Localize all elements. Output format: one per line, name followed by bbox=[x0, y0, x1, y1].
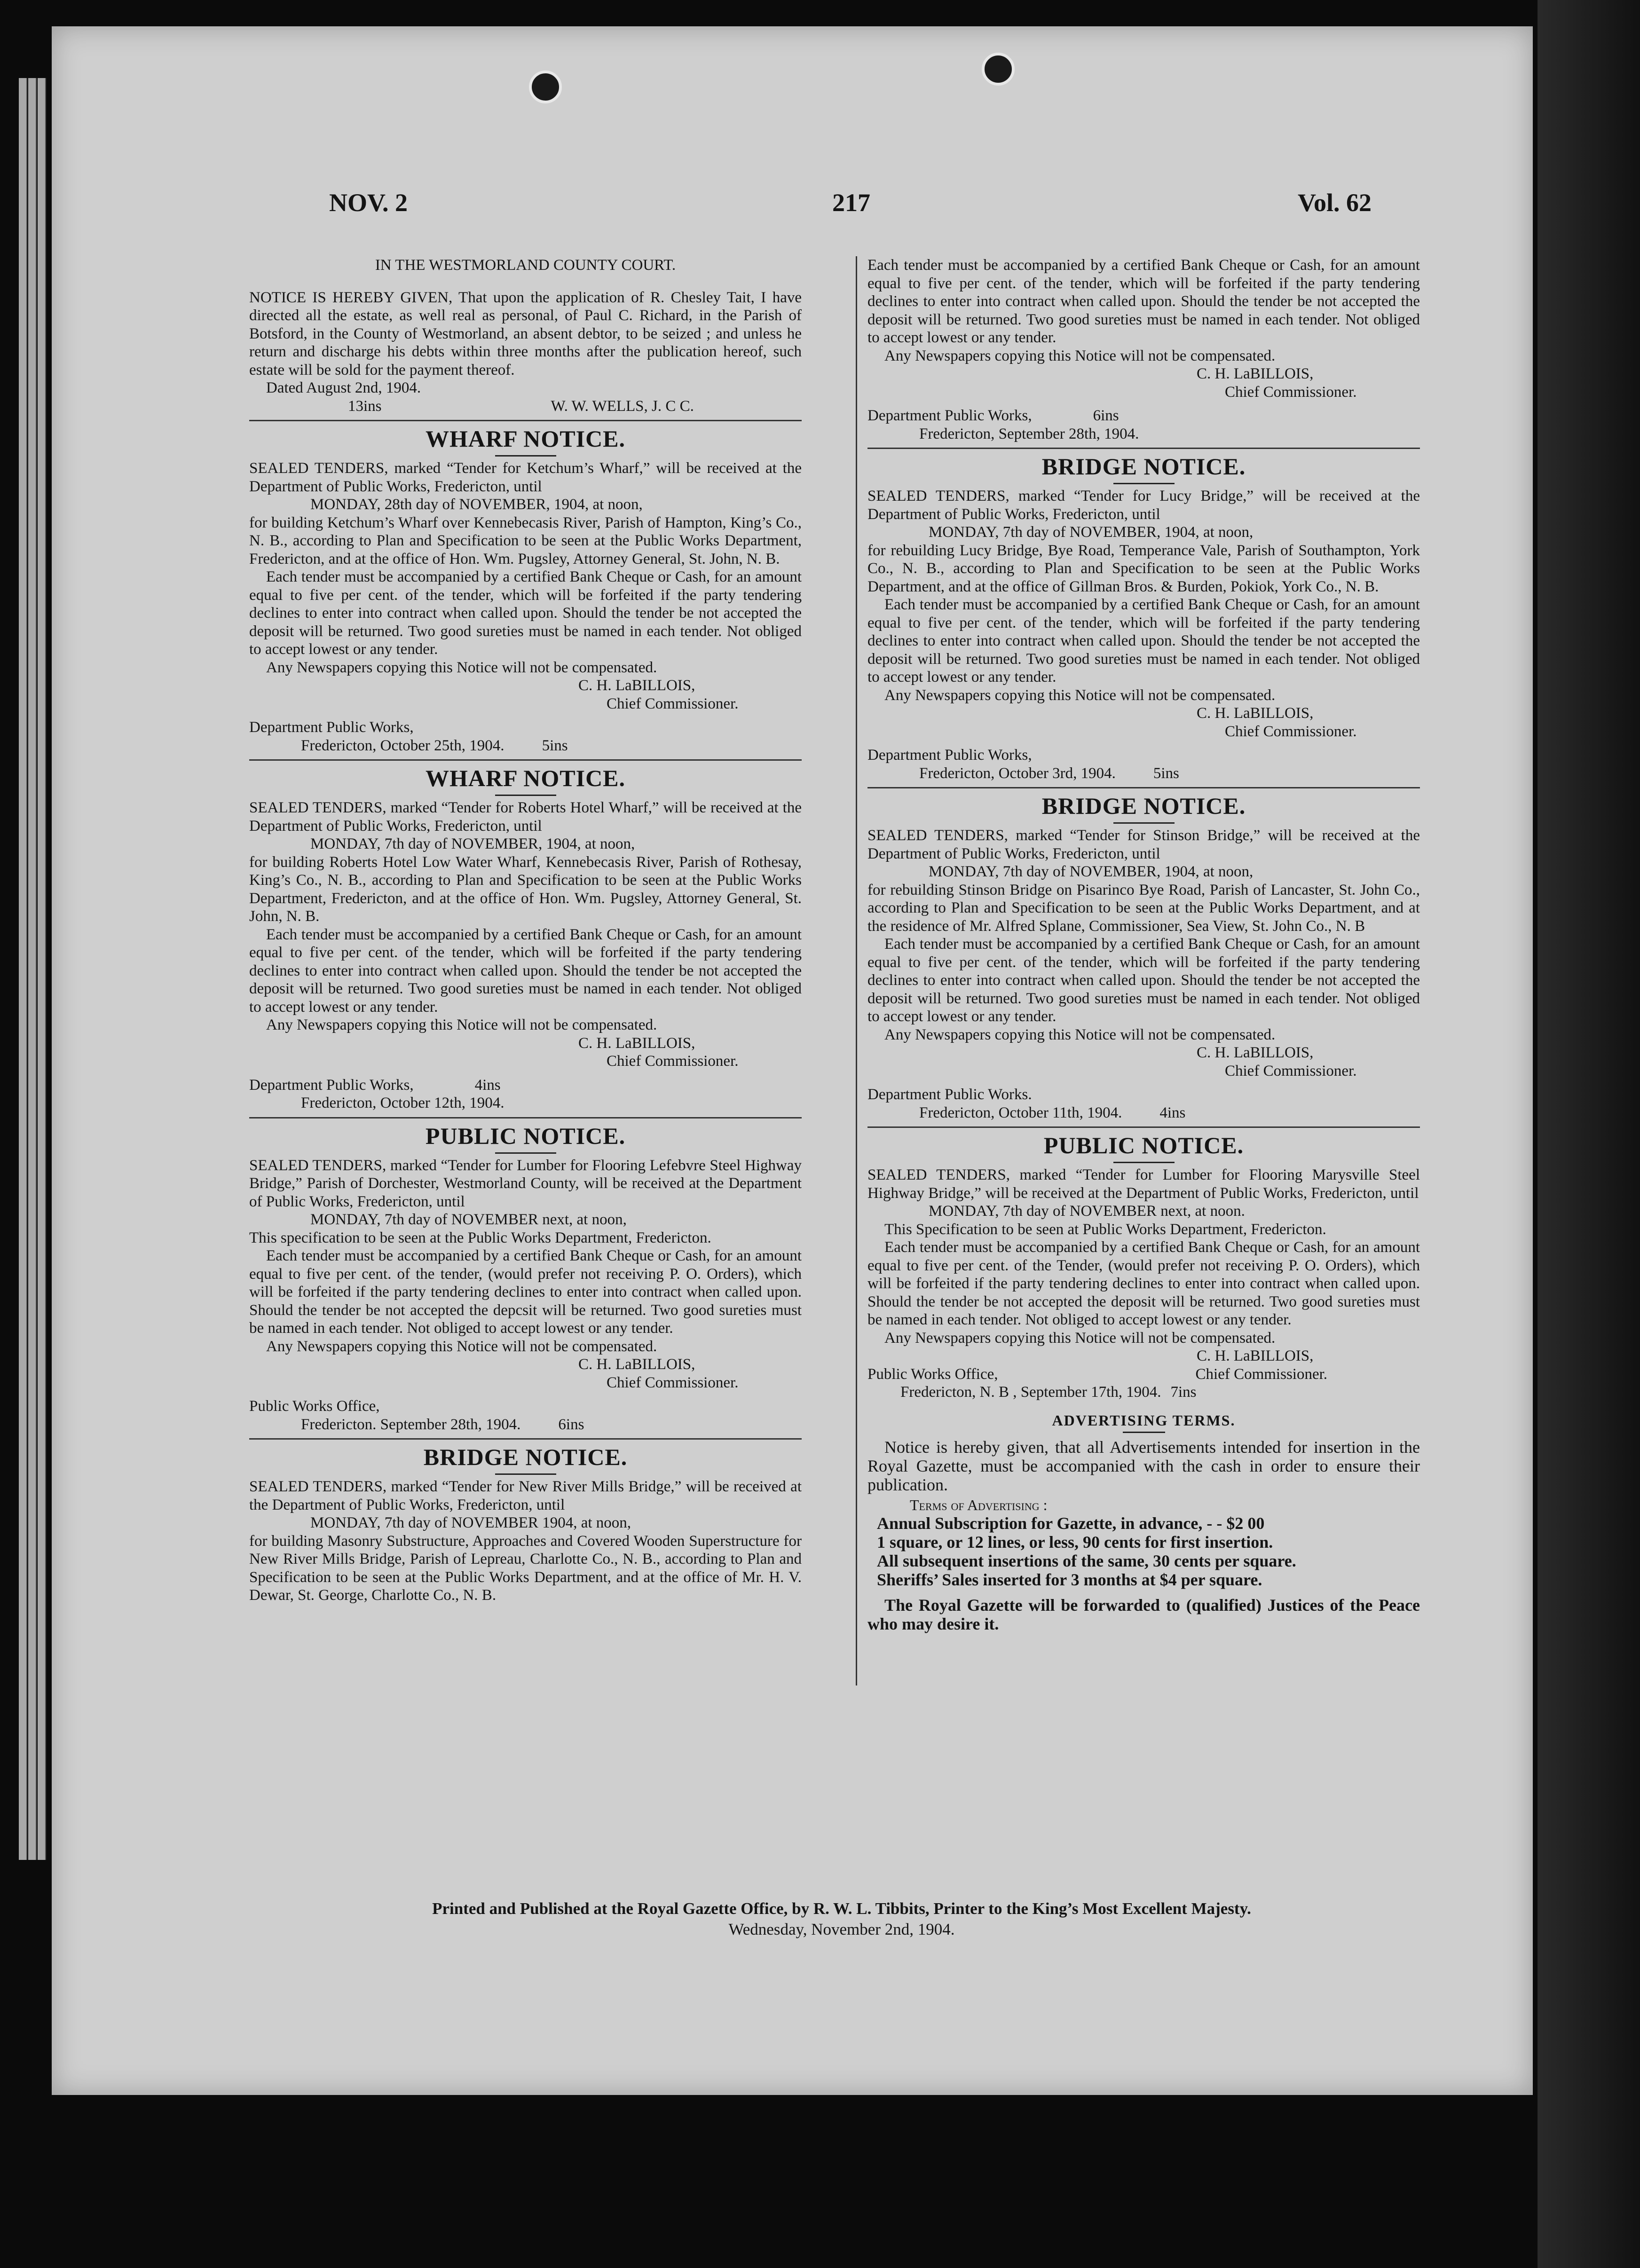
notice-deadline: MONDAY, 7th day of NOVEMBER, 1904, at noon, bbox=[929, 863, 1254, 880]
notice-body: for building Masonry Substructure, Approaches and Covered Wooden Superstructure for New River Mills Bridge, Parish of Lepreau, Charlotte Co., N. B., according to Plan and Specification to be seen at the Public Works Department, and at the office of Mr. H. V. Dewar, St. George, Charlotte Co., N. B. bbox=[249, 1532, 802, 1604]
imprint-publisher: Printed and Published at the Royal Gazette Office, by R. W. L. Tibbits, Printer to the King’s Most Excellent Majesty. bbox=[432, 1899, 1251, 1918]
notice-intro: SEALED TENDERS, marked “Tender for Lumber for Flooring Marysville Steel Highway Bridge,” will be received at the Department of Public Works, Fredericton, until bbox=[867, 1166, 1420, 1202]
notice-intro: SEALED TENDERS, marked “Tender for Roberts Hotel Wharf,” will be received at the Department of Public Works, Fredericton, until bbox=[249, 799, 802, 835]
notice-dateline-row bbox=[301, 737, 802, 755]
signer-title: Chief Commissioner. bbox=[607, 695, 739, 712]
signer-name: C. H. LaBILLOIS, bbox=[1197, 705, 1314, 722]
court-signature-line bbox=[348, 397, 802, 416]
signer-title: Chief Commissioner. bbox=[607, 1053, 739, 1070]
stacked-page-edge bbox=[19, 78, 27, 1860]
volume-number: Vol. 62 bbox=[1298, 189, 1372, 217]
notice-deadline: MONDAY, 28th day of NOVEMBER, 1904, at noon, bbox=[310, 496, 643, 513]
notice-department: Department Public Works, bbox=[249, 719, 414, 736]
signer-name: C. H. LaBILLOIS, bbox=[578, 677, 695, 694]
notice-body: for building Roberts Hotel Low Water Wharf, Kennebecasis River, Parish of Rothesay, King’s Co., N. B., according to Plan and Specification to be seen at the Public Works Department, Fredericton, and at the office of Hon. Wm. Pugsley, Attorney General, St. John, N. B. bbox=[249, 853, 802, 925]
section-rule bbox=[249, 759, 802, 761]
notice-tender-terms: Each tender must be accompanied by a certified Bank Cheque or Cash, for an amount equal to five per cent. of the tender, (would prefer not receiving P. O. Orders), which will be forfeited if the party tendering declines to enter into contract when called upon. Should the tender be not accepted the depcsit will be returned. Two good sureties must be named in each tender. Not obliged to accept lowest or any tender. bbox=[249, 1247, 802, 1337]
binding-hole bbox=[529, 71, 562, 103]
notice-deadline: MONDAY, 7th day of NOVEMBER next, at noon, bbox=[310, 1211, 627, 1228]
notice-heading: PUBLIC NOTICE. bbox=[867, 1132, 1420, 1163]
notice-newspapers: Any Newspapers copying this Notice will not be compensated. bbox=[266, 659, 657, 676]
notice-dateline: Fredericton. September 28th, 1904. bbox=[301, 1416, 521, 1433]
notice-body: for rebuilding Stinson Bridge on Pisarinco Bye Road, Parish of Lancaster, St. John Co., according to Plan and Specification to be seen at the Public Works Department, and at the residence of Mr. Alfred Splane, Commissioner, Sea View, St. John Co., N. B bbox=[867, 881, 1420, 935]
court-dated: Dated August 2nd, 1904. bbox=[266, 379, 421, 396]
court-signature: W. W. WELLS, J. C C. bbox=[551, 397, 694, 415]
notice-heading: WHARF NOTICE. bbox=[249, 425, 802, 457]
notice-department-row bbox=[867, 407, 1420, 425]
signer-title: Chief Commissioner. bbox=[1225, 1062, 1357, 1079]
section-rule bbox=[867, 448, 1420, 449]
advertising-term: All subsequent insertions of the same, 30 cents per square. bbox=[877, 1551, 1296, 1570]
notice-body: This specification to be seen at the Public Works Department, Fredericton. bbox=[249, 1229, 711, 1246]
notice-tender-terms: Each tender must be accompanied by a certified Bank Cheque or Cash, for an amount equal to five per cent. of the tender, which will be forfeited if the party tendering declines to enter into contract when called upon. Should the tender be not accepted the deposit will be returned. Two good sureties must be named in each tender. Not obliged to accept lowest or any tender. bbox=[249, 926, 802, 1016]
signer-name: C. H. LaBILLOIS, bbox=[578, 1356, 695, 1373]
notice-newspapers: Any Newspapers copying this Notice will not be compensated. bbox=[266, 1016, 657, 1033]
notice-newspapers: Any Newspapers copying this Notice will not be compensated. bbox=[884, 1329, 1276, 1347]
signer-name: C. H. LaBILLOIS, bbox=[1197, 1044, 1314, 1061]
stacked-page-edge bbox=[28, 78, 37, 1860]
notice-intro: SEALED TENDERS, marked “Tender for Ketchum’s Wharf,” will be received at the Department of Public Works, Fredericton, until bbox=[249, 460, 802, 495]
notice-newspapers: Any Newspapers copying this Notice will not be compensated. bbox=[884, 686, 1276, 704]
notice-heading: BRIDGE NOTICE. bbox=[867, 792, 1420, 824]
notice-body: for building Ketchum’s Wharf over Kennebecasis River, Parish of Hampton, King’s Co., N. B., according to Plan and Specification to be seen at the Public Works Department, Fredericton, and at the office of Hon. Wm. Pugsley, Attorney General, St. John, N. B. bbox=[249, 514, 802, 567]
insertion-count: 4ins bbox=[1159, 1104, 1186, 1121]
advertising-term: Annual Subscription for Gazette, in advance, - - $2 00 bbox=[877, 1514, 1265, 1533]
section-rule bbox=[867, 787, 1420, 788]
insertion-count: 6ins bbox=[1093, 407, 1119, 424]
notice-tender-terms: Each tender must be accompanied by a certified Bank Cheque or Cash, for an amount equal to five per cent. of the Tender, (would prefer not receiving P. O. Orders), which will be forfeited if the party tendering declines to enter into contract when called upon. Should the tender be not accepted the deposit will be returned. Two good sureties must be named in each tender. Not obliged to accept lowest or any tender. bbox=[867, 1239, 1420, 1328]
advertising-notice: Notice is hereby given, that all Advertisements intended for insertion in the Royal Gazette, must be accompanied with the cash in order to ensure their publication. bbox=[867, 1437, 1420, 1494]
notice-heading: BRIDGE NOTICE. bbox=[867, 453, 1420, 484]
notice-department: Department Public Works, bbox=[249, 1076, 414, 1094]
insertion-count: 5ins bbox=[542, 737, 568, 754]
section-rule bbox=[249, 1438, 802, 1440]
right-column bbox=[867, 256, 1420, 1633]
notice-body: This Specification to be seen at Public Works Department, Fredericton. bbox=[884, 1221, 1326, 1238]
notice-deadline: MONDAY, 7th day of NOVEMBER, 1904, at noon, bbox=[310, 835, 635, 852]
notice-intro: SEALED TENDERS, marked “Tender for Lucy Bridge,” will be received at the Department of Public Works, Fredericton, until bbox=[867, 488, 1420, 523]
page-shadow bbox=[1538, 0, 1640, 2268]
notice-dateline-row bbox=[301, 1416, 802, 1434]
notice-dateline: Fredericton, October 25th, 1904. bbox=[301, 737, 505, 754]
binding-hole bbox=[982, 53, 1015, 86]
notice-dateline: Fredericton, September 28th, 1904. bbox=[919, 425, 1139, 442]
page-number: 217 bbox=[832, 189, 870, 217]
notice-body: for rebuilding Lucy Bridge, Bye Road, Temperance Vale, Parish of Southampton, York Co., N. B., according to Plan and Specification to be seen at the Public Works Department, and at the office of Gillman Bros. & Burden, Pokiok, York Co., N. B. bbox=[867, 542, 1420, 595]
column-divider bbox=[856, 256, 857, 1685]
notice-tender-terms: Each tender must be accompanied by a certified Bank Cheque or Cash, for an amount equal to five per cent. of the tender, which will be forfeited if the party tendering declines to enter into contract when called upon. Should the tender be not accepted the deposit will be returned. Two good sureties must be named in each tender. Not obliged to accept lowest or any tender. bbox=[867, 596, 1420, 685]
notice-department-row bbox=[249, 1076, 802, 1095]
notice-deadline: MONDAY, 7th day of NOVEMBER, 1904, at noon, bbox=[929, 524, 1254, 541]
imprint-date: Wednesday, November 2nd, 1904. bbox=[728, 1920, 955, 1938]
notice-newspapers: Any Newspapers copying this Notice will not be compensated. bbox=[884, 1026, 1276, 1043]
notice-department-row bbox=[867, 1365, 1420, 1384]
notice-tender-terms: Each tender must be accompanied by a certified Bank Cheque or Cash, for an amount equal to five per cent. of the tender, which will be forfeited if the party tendering declines to enter into contract when called upon. Should the tender be not accepted the deposit will be returned. Two good sureties must be named in each tender. Not obliged to accept lowest or any tender. bbox=[867, 936, 1420, 1025]
section-rule bbox=[249, 420, 802, 421]
notice-intro: SEALED TENDERS, marked “Tender for New River Mills Bridge,” will be received at the Department of Public Works, Fredericton, until bbox=[249, 1478, 802, 1513]
issue-date: NOV. 2 bbox=[329, 189, 408, 217]
notice-heading: BRIDGE NOTICE. bbox=[249, 1443, 802, 1475]
notice-deadline: MONDAY, 7th day of NOVEMBER next, at noon. bbox=[929, 1203, 1245, 1220]
notice-department: Department Public Works, bbox=[867, 407, 1032, 424]
notice-intro: SEALED TENDERS, marked “Tender for Lumber for Flooring Lefebvre Steel Highway Bridge,” Parish of Dorchester, Westmorland County, will be received at the Department of Public Works, Fredericton, until bbox=[249, 1157, 802, 1210]
notice-deadline: MONDAY, 7th day of NOVEMBER 1904, at noon, bbox=[310, 1514, 631, 1531]
notice-department: Public Works Office, bbox=[249, 1398, 380, 1415]
signer-title: Chief Commissioner. bbox=[1195, 1365, 1328, 1383]
left-column bbox=[249, 256, 802, 1605]
notice-dateline-row bbox=[919, 1104, 1420, 1122]
insertion-count: 4ins bbox=[474, 1076, 501, 1094]
notice-dateline: Fredericton, October 3rd, 1904. bbox=[919, 764, 1116, 782]
notice-dateline: Fredericton, October 12th, 1904. bbox=[301, 1095, 505, 1111]
page-header bbox=[277, 188, 1392, 226]
notice-department: Department Public Works. bbox=[867, 1086, 1032, 1103]
signer-name: C. H. LaBILLOIS, bbox=[1197, 365, 1314, 382]
section-rule bbox=[867, 1126, 1420, 1128]
advertising-term: Sheriffs’ Sales inserted for 3 months at $4 per square. bbox=[877, 1570, 1262, 1589]
notice-newspapers: Any Newspapers copying this Notice will not be compensated. bbox=[266, 1338, 657, 1355]
notice-dateline-row bbox=[919, 764, 1420, 783]
advertising-term: 1 square, or 12 lines, or less, 90 cents for first insertion. bbox=[877, 1533, 1273, 1551]
stacked-page-edge bbox=[38, 78, 46, 1860]
court-title: IN THE WESTMORLAND COUNTY COURT. bbox=[375, 257, 676, 274]
advertising-terms-list bbox=[867, 1514, 1420, 1589]
imprint bbox=[277, 1898, 1406, 1940]
notice-intro: SEALED TENDERS, marked “Tender for Stinson Bridge,” will be received at the Department of Public Works, Fredericton, until bbox=[867, 827, 1420, 862]
notice-heading: WHARF NOTICE. bbox=[249, 764, 802, 796]
notice-department: Public Works Office, bbox=[867, 1365, 998, 1383]
signer-title: Chief Commissioner. bbox=[1225, 383, 1357, 401]
notice-department: Department Public Works, bbox=[867, 747, 1032, 764]
notice-dateline: Fredericton, October 11th, 1904. bbox=[919, 1104, 1122, 1121]
signer-name: C. H. LaBILLOIS, bbox=[1197, 1347, 1314, 1364]
advertising-terms-heading: ADVERTISING TERMS. bbox=[867, 1411, 1420, 1433]
section-rule bbox=[249, 1117, 802, 1118]
court-notice-body: NOTICE IS HEREBY GIVEN, That upon the application of R. Chesley Tait, I have directed all the estate, as well real as personal, of Paul C. Richard, in the Parish of Botsford, in the County of Westmorland, an absent debtor, to be seized ; and unless he return and discharge his debts within three months after the publication hereof, such estate will be sold for the payment thereof. bbox=[249, 289, 802, 378]
insertion-count: 7ins bbox=[1170, 1384, 1197, 1401]
gazette-forwarding-note: The Royal Gazette will be forwarded to (qualified) Justices of the Peace who may desire it. bbox=[867, 1596, 1420, 1633]
notice-tender-terms: Each tender must be accompanied by a certified Bank Cheque or Cash, for an amount equal to five per cent. of the tender, which will be forfeited if the party tendering declines to enter into contract when called upon. Should the tender be not accepted the deposit will be returned. Two good sureties must be named in each tender. Not obliged to accept lowest or any tender. bbox=[249, 568, 802, 658]
signer-name: C. H. LaBILLOIS, bbox=[578, 1034, 695, 1052]
signer-title: Chief Commissioner. bbox=[1225, 723, 1357, 740]
notice-heading: PUBLIC NOTICE. bbox=[249, 1122, 802, 1154]
notice-tender-terms: Each tender must be accompanied by a certified Bank Cheque or Cash, for an amount equal to five per cent. of the tender, which will be forfeited if the party tendering declines to enter into contract when called upon. Should the tender be not accepted the deposit will be returned. Two good sureties must be named in each tender. Not obliged to accept lowest or any tender. bbox=[867, 257, 1420, 346]
notice-newspapers: Any Newspapers copying this Notice will not be compensated. bbox=[884, 347, 1276, 364]
terms-of-advertising-heading: Terms of Advertising : bbox=[910, 1496, 1048, 1513]
notice-dateline: Fredericton, N. B , September 17th, 1904. bbox=[900, 1384, 1161, 1401]
insertion-count: 13ins bbox=[348, 397, 382, 415]
signer-title: Chief Commissioner. bbox=[607, 1374, 739, 1391]
notice-dateline-row bbox=[900, 1383, 1420, 1402]
insertion-count: 6ins bbox=[558, 1416, 584, 1433]
insertion-count: 5ins bbox=[1153, 764, 1179, 782]
